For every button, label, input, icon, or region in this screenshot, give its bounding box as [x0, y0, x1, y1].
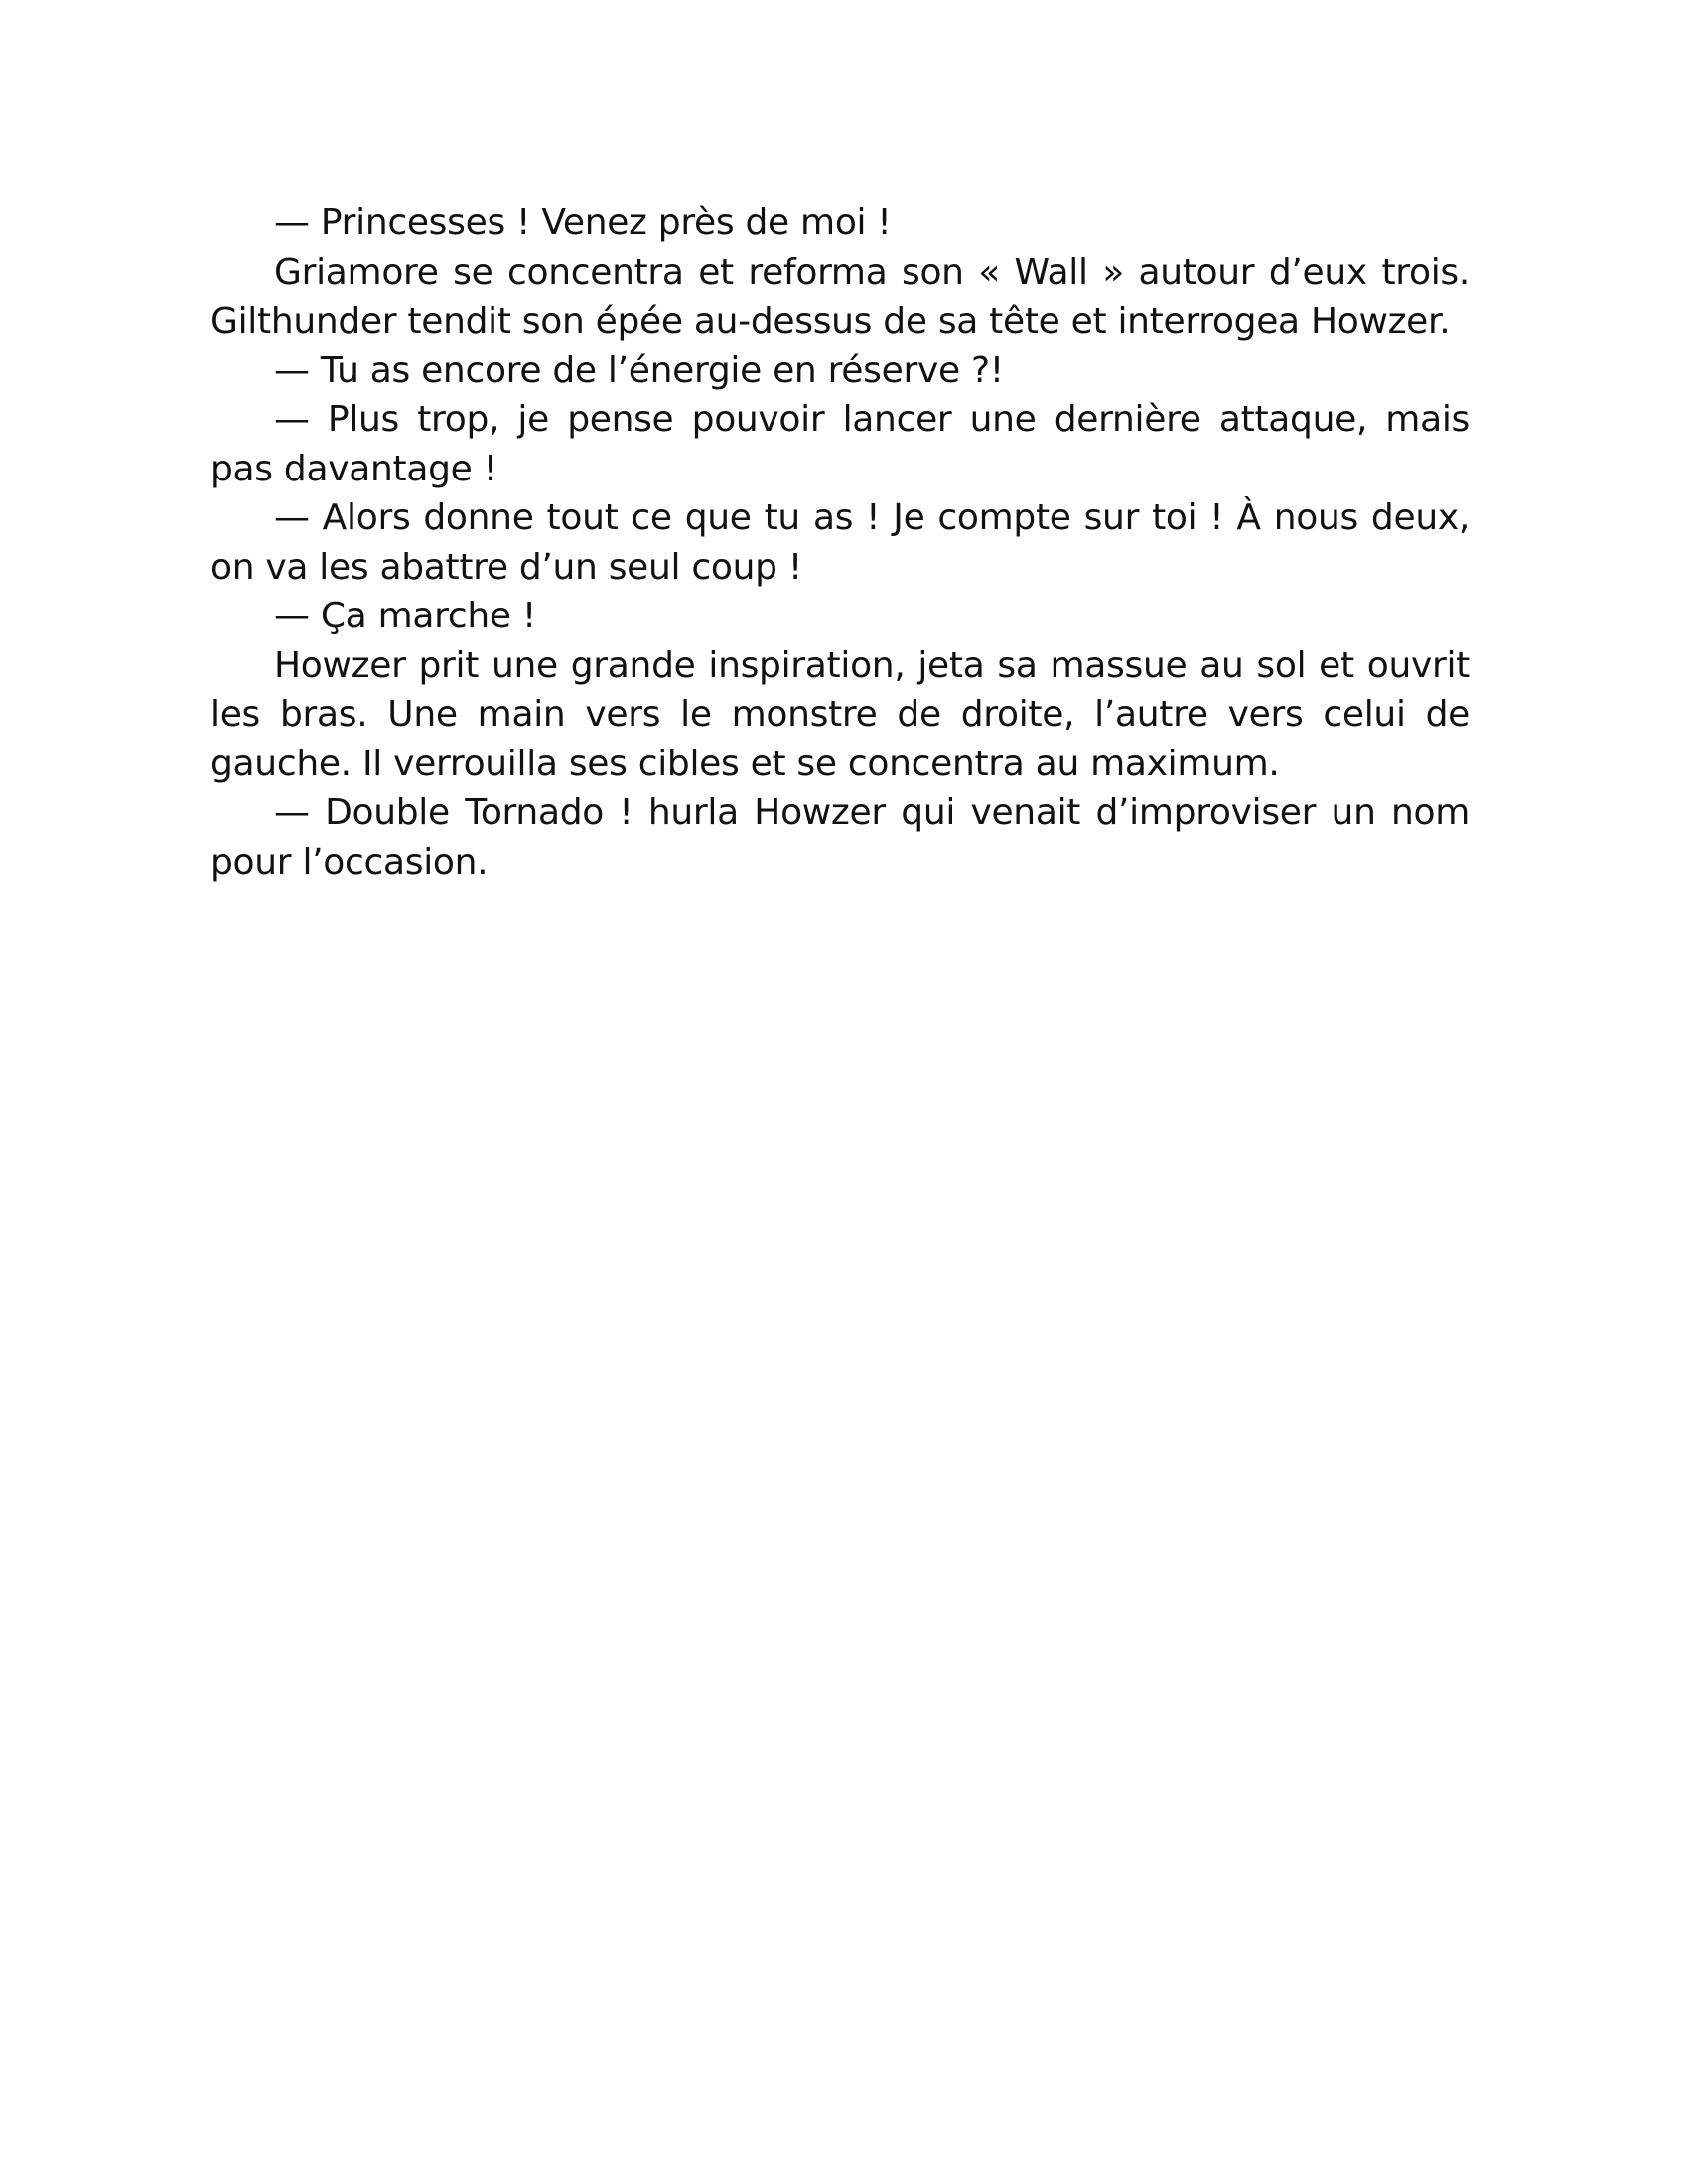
paragraph: — Ça marche !: [274, 596, 536, 636]
paragraph: — Princesses ! Venez près de moi !: [274, 203, 892, 243]
body-text: [211, 199, 1470, 887]
paragraph: Howzer prit une grande inspiration, jeta sa massue au sol et ouvrit les bras. Une main vers le monstre de droite, l’autre vers celui de gauche. Il verrouilla ses cibles et se concentra au maximum.: [211, 644, 1470, 784]
paragraph: — Alors donne tout ce que tu as ! Je compte sur toi ! À nous deux, on va les abattre d’un seul coup !: [211, 497, 1470, 588]
paragraph: — Double Tornado ! hurla Howzer qui venait d’improviser un nom pour l’occasion.: [211, 792, 1470, 883]
paragraph: Griamore se concentra et reforma son « Wall » autour d’eux trois. Gilthunder tendit son épée au-dessus de sa tête et interrogea Howzer.: [211, 251, 1470, 341]
paragraph: — Tu as encore de l’énergie en réserve ?!: [274, 349, 1004, 391]
paragraph: — Plus trop, je pense pouvoir lancer une dernière attaque, mais pas davantage !: [211, 399, 1470, 489]
